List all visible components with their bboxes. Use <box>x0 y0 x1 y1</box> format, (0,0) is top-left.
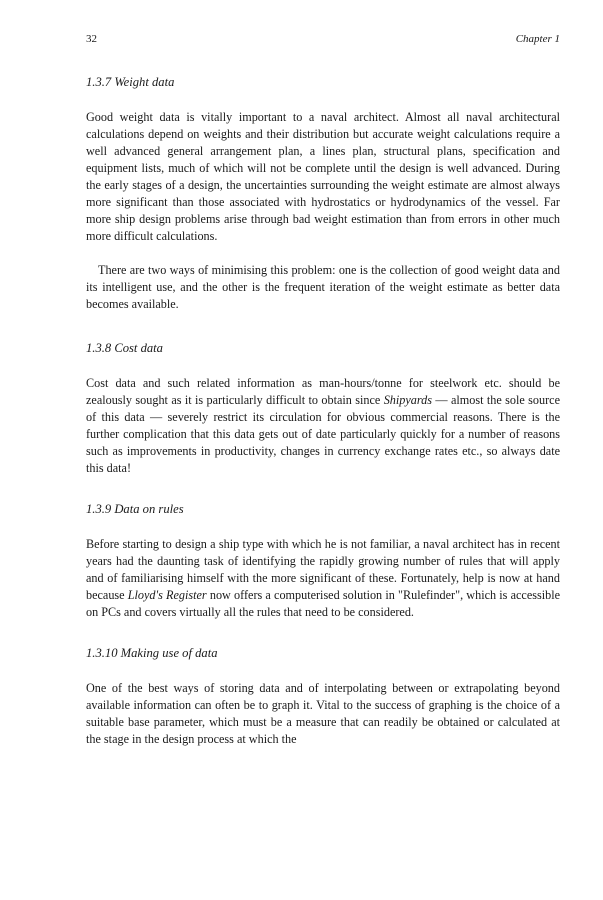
paragraph-cost-data <box>86 375 560 477</box>
chapter-label: Chapter 1 <box>515 33 560 45</box>
page-number: 32 <box>86 33 97 45</box>
italic-shipyards: Shipyards <box>383 393 433 407</box>
paragraph-weight-data-1: Good weight data is vitally important to a naval architect. Almost all naval architectural calculations depend on weights and their distribution but accurate weight calculations require a well advanced general arrangement plan, a lines plan, structural plans, specification and equipment lists, much of which will not be complete until the design is well advanced. During the early stages of a design, the uncertainties surrounding the weight estimate are almost always more significant than those associated with hydrostatics or hydrodynamics of the vessel. Far more ship design problems arise through bad weight estimation than from errors in other much more difficult calculations. <box>86 110 560 243</box>
section-heading-weight-data: 1.3.7 Weight data <box>86 75 175 89</box>
book-page <box>86 0 560 900</box>
paragraph-rules-text-1: Before starting to design a ship type with which he is not familiar, a naval architect has in recent years had the daunting task of identifying the rapidly growing number of rules that will apply and of familiarising himself with the more significant of these. Fortunately, help is now at hand because <box>86 537 560 602</box>
section-heading-cost-data: 1.3.8 Cost data <box>86 341 163 355</box>
italic-lloyds-register: Lloyd's Register <box>127 588 207 602</box>
paragraph-making-use-of-data: One of the best ways of storing data and of interpolating between or extrapolating beyond available information can often be to graph it. Vital to the success of graphing is the choice of a suitable base parameter, which must be a measure that can readily be obtained or calculated at the stage in the design process at which the <box>86 681 560 746</box>
paragraph-weight-data-2: There are two ways of minimising this problem: one is the collection of good weight data and its intelligent use, and the other is the frequent iteration of the weight estimate as better data becomes available. <box>86 263 560 311</box>
paragraph-cost-data-text-2: — almost the sole source of this data — severely restrict its circulation for obvious commercial reasons. There is the further complication that this data gets out of date particularly quickly for a number of reasons such as improvements in productivity, changes in currency exchange rates etc., so always date this data! <box>86 393 560 475</box>
paragraph-data-on-rules <box>86 536 560 621</box>
section-heading-data-on-rules: 1.3.9 Data on rules <box>86 502 184 516</box>
running-head <box>86 33 560 49</box>
paragraph-cost-data-text-1: Cost data and such related information as man-hours/tonne for steelwork etc. should be zealously sought as it is particularly difficult to obtain since <box>86 376 560 407</box>
section-heading-making-use-of-data: 1.3.10 Making use of data <box>86 646 218 660</box>
paragraph-rules-text-2: now offers a computerised solution in "Rulefinder", which is accessible on PCs and covers virtually all the rules that need to be considered. <box>86 588 560 619</box>
